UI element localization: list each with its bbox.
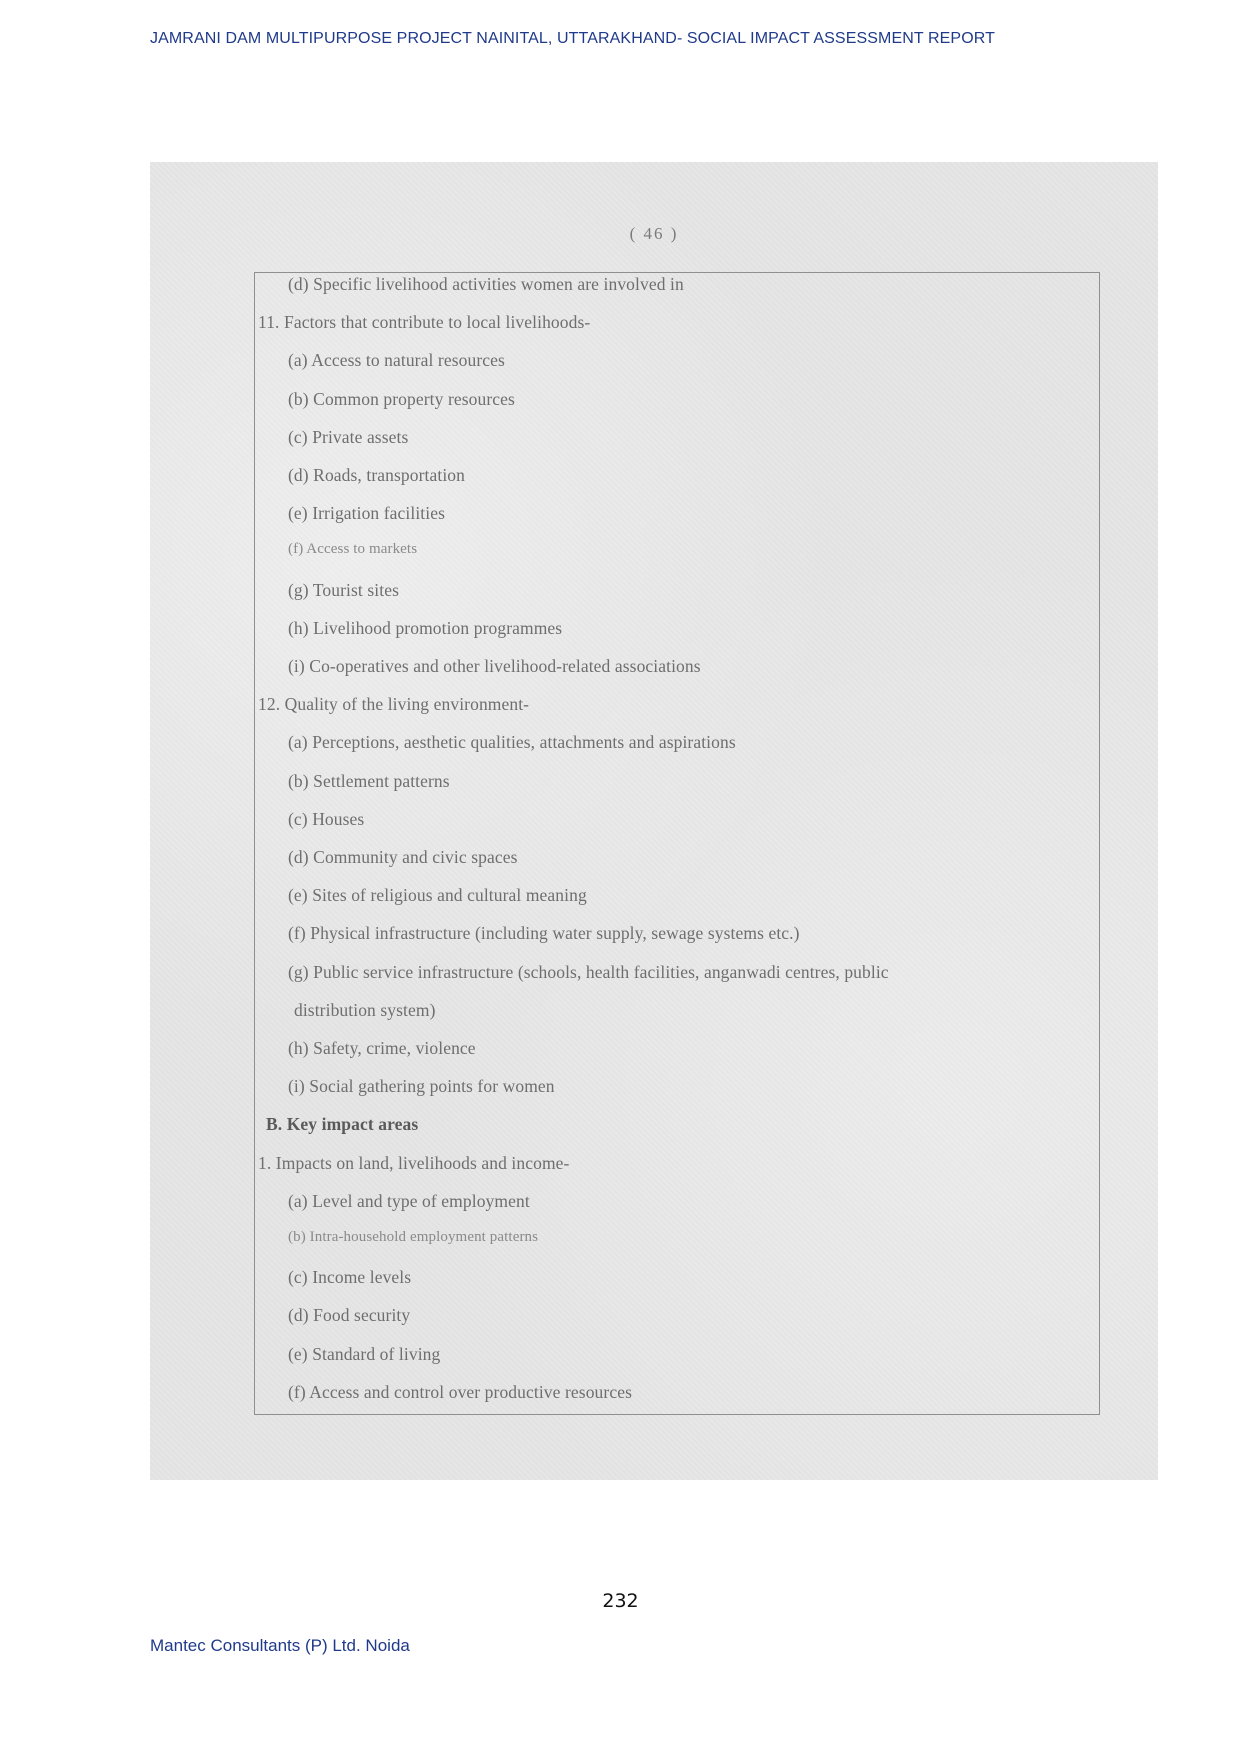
- scanned-list-item: (c) Income levels: [288, 1267, 412, 1288]
- scanned-list-item: (b) Common property resources: [288, 388, 515, 409]
- scanned-list-item: distribution system): [294, 999, 436, 1020]
- scanned-list-item: (a) Access to natural resources: [288, 350, 505, 371]
- scanned-list-item: (b) Intra-household employment patterns: [288, 1229, 539, 1245]
- scanned-list-item: (b) Settlement patterns: [288, 770, 450, 791]
- scanned-list-item: (a) Level and type of employment: [288, 1190, 530, 1211]
- scanned-list-item: (f) Access and control over productive resources: [288, 1381, 632, 1402]
- scanned-list-item: (d) Roads, transportation: [288, 465, 465, 485]
- page-number: 232: [602, 1590, 639, 1612]
- scanned-list-item: (d) Food security: [288, 1305, 411, 1326]
- scanned-section-line: 12. Quality of the living environment-: [258, 694, 530, 715]
- scanned-list-item: (e) Sites of religious and cultural meaning: [288, 885, 587, 906]
- scanned-list-item: (e) Irrigation facilities: [288, 503, 446, 524]
- footer-company: Mantec Consultants (P) Ltd. Noida: [150, 1636, 410, 1655]
- scanned-list-item: (h) Safety, crime, violence: [288, 1038, 476, 1058]
- scanned-list-item: (i) Co-operatives and other livelihood-related associations: [288, 656, 701, 676]
- scanned-list-item: (d) Community and civic spaces: [288, 847, 518, 867]
- scanned-heading: B. Key impact areas: [266, 1114, 419, 1135]
- scanned-list-item: (d) Specific livelihood activities women are involved in: [288, 274, 684, 294]
- scanned-list-item: (f) Physical infrastructure (including water supply, sewage systems etc.): [288, 923, 800, 944]
- scanned-list-item: (e) Standard of living: [288, 1343, 441, 1364]
- scanned-page-image: [150, 162, 1158, 1480]
- report-header: JAMRANI DAM MULTIPURPOSE PROJECT NAINITAL, UTTARAKHAND- SOCIAL IMPACT ASSESSMENT REPORT: [150, 30, 995, 47]
- scanned-list-item: (f) Access to markets: [288, 541, 418, 558]
- scanned-list-item: (c) Private assets: [288, 426, 409, 447]
- scanned-list-item: (a) Perceptions, aesthetic qualities, attachments and aspirations: [288, 732, 736, 753]
- scanned-list-item: (h) Livelihood promotion programmes: [288, 617, 563, 638]
- scanned-page-marker: ( 46 ): [629, 224, 679, 243]
- scanned-list-item: (i) Social gathering points for women: [288, 1076, 555, 1097]
- scanned-section-line: 11. Factors that contribute to local livelihoods-: [258, 312, 591, 333]
- scanned-list-item: (g) Tourist sites: [288, 579, 399, 600]
- scanned-list-item: (c) Houses: [288, 808, 365, 829]
- scanned-list-item: (g) Public service infrastructure (schools, health facilities, anganwadi centres, public: [288, 961, 889, 982]
- scanned-section-line: 1. Impacts on land, livelihoods and income-: [258, 1152, 570, 1173]
